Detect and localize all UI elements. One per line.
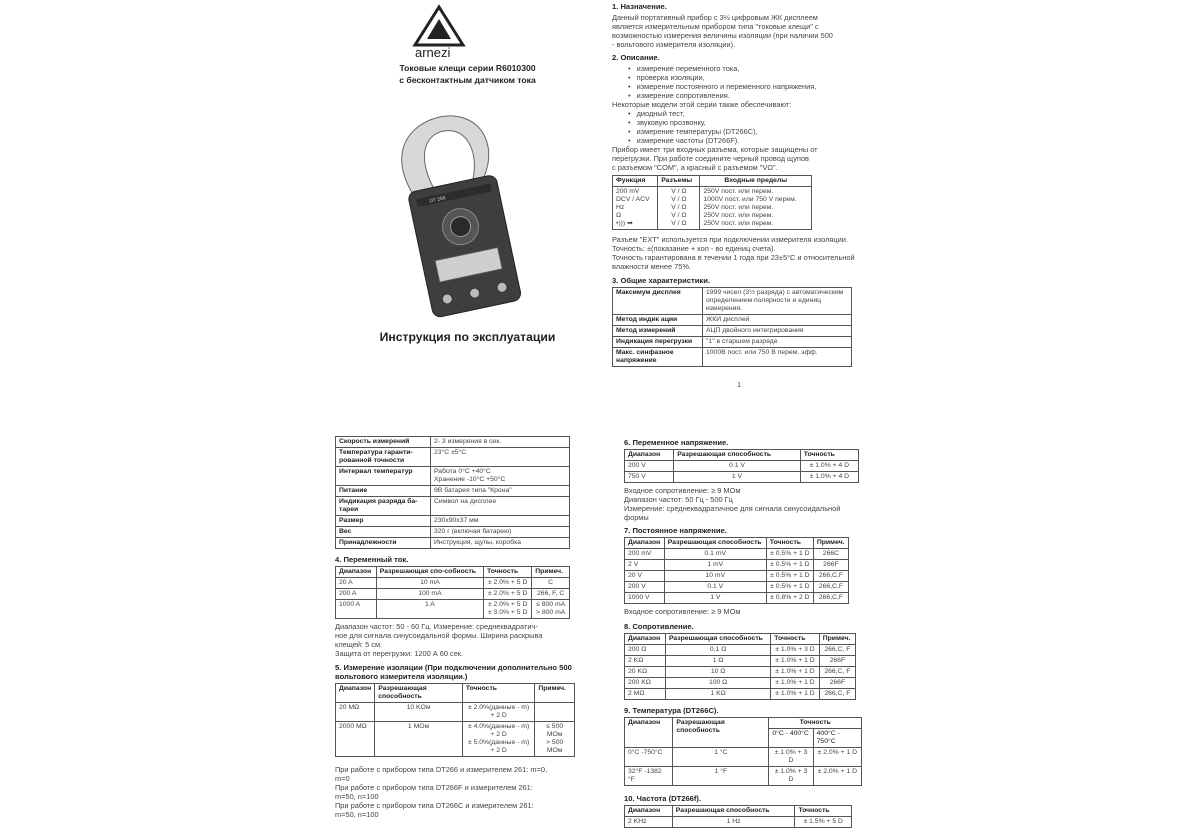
table-row: 1000 V 1 V ± 0.8% + 2 D 266,C,F bbox=[625, 593, 849, 604]
cover-title-line2: с бесконтактным датчиком тока bbox=[399, 75, 536, 85]
section-10-heading: 10. Частота (DT266f). bbox=[624, 794, 702, 803]
section-5-heading: 5. Измерение изоляции (При подключении дополнительно 500 вольтового измерителя изоляции.) bbox=[335, 663, 572, 681]
table-row: 32°F -1382 °F 1 °F ± 1.0% + 3 D ± 2.0% + 1 D bbox=[625, 767, 862, 786]
function-table bbox=[612, 175, 812, 230]
table-row: Индикация перегрузки "1" в старшем разряде bbox=[613, 337, 852, 348]
spec-table bbox=[335, 436, 570, 549]
section-9-heading: 9. Температура (DT266C). bbox=[624, 706, 719, 715]
list-item: • измерение постоянного и переменного напряжения, bbox=[628, 82, 872, 91]
frequency-table: Диапазон Разрешающая способность Точность 2 KHz 1 Hz ± 1.5% + 5 D bbox=[624, 805, 852, 828]
page-2 bbox=[335, 436, 597, 819]
s1-line: Данный портативный прибор с 3½ цифровым ЖК дисплеем bbox=[612, 13, 818, 22]
ac-voltage-note: Входное сопротивление: ≥ 9 MOм Диапазон частот: 50 Гц - 500 Гц Измерение: среднеквадратичное для сигнала синусоидальной формы bbox=[624, 486, 841, 522]
list-item: • измерение температуры (DT266C), bbox=[628, 127, 872, 136]
page-number: 1 bbox=[737, 380, 742, 389]
inputs-text bbox=[612, 145, 872, 172]
s1-line: - вольтового измерителя изоляции). bbox=[612, 40, 736, 49]
table-row: Вес 320 г (включая батарею) bbox=[336, 527, 570, 538]
cover-title bbox=[335, 62, 600, 86]
table-row: 2 KHz 1 Hz ± 1.5% + 5 D bbox=[625, 817, 852, 828]
general-table bbox=[612, 287, 852, 367]
table-row: Питание 9В батарея типа "Крона" bbox=[336, 486, 570, 497]
table-row: 20 V 10 mV ± 0.5% + 1 D 266,C,F bbox=[625, 571, 849, 582]
table-row: 1000 A 1 A ± 2.0% + 5 D ± 3.0% + 5 D ≤ 800 mA > 800 mA bbox=[336, 600, 570, 619]
table-row: 20 KΩ 10 Ω ± 1.0% + 1 D 266,C, F bbox=[625, 667, 856, 678]
list-item: • проверка изоляции, bbox=[628, 73, 872, 82]
s1-line: является измерительным прибором типа "токовые клещи" с bbox=[612, 22, 819, 31]
limits-cell: 250V пост. или перем. 1000V пост. или 750 V перем. 250V пост. или перем. 250V пост. или перем. 250V пост. или перем. bbox=[700, 187, 812, 230]
text-line: влажности менее 75%. bbox=[612, 262, 691, 271]
list-item: • звуковую прозвонку, bbox=[628, 118, 872, 127]
table-row: Интервал температур Работа 0°C +40°C Хранение -10°C +50°C bbox=[336, 467, 570, 486]
list-item: • измерение частоты (DT266F). bbox=[628, 136, 872, 145]
section-1-text bbox=[612, 13, 872, 49]
table-row: 200 A 100 mA ± 2.0% + 5 D 266, F, C bbox=[336, 589, 570, 600]
section-7-heading: 7. Постоянное напряжение. bbox=[624, 526, 727, 535]
resistance-table: Диапазон Разрешающая способность Точность Примеч. 200 Ω 0.1 Ω ± 1.0% + 3 D 266,C, F 2 KΩ 1 Ω ± 1.0% + 1 D 266F 20 KΩ 10 Ω ± 1.0% + 1 D 266,C, F 200 KΩ 100 Ω ± 1.0% + 1 D 266F 2 MΩ 1 KΩ ± 1.0% + 1 D 266,C, F bbox=[624, 633, 856, 700]
table-row: 200 Ω 0.1 Ω ± 1.0% + 3 D 266,C, F bbox=[625, 645, 856, 656]
section-8-heading: 8. Сопротивление. bbox=[624, 622, 694, 631]
table-row: 20 MΩ 10 KOм ± 2.0%(данные - m) + 2 D bbox=[336, 703, 575, 722]
insulation-note: При работе с прибором типа DT266 и измерителем 261: m=0, m=0 При работе с прибором типа DT266F и измерителем 261: m=50, n=100 При работе с прибором типа DT266C и измерителем 261: m=50, n=100 bbox=[335, 765, 548, 819]
cover-title-line1: Токовые клещи серии R6010300 bbox=[399, 63, 536, 73]
table-row: 2000 MΩ 1 MOм ± 4.0%(данные - m) + 2 D ± 5.0%(данные - m) + 2 D ≤ 500 MOм > 500 MOм bbox=[336, 722, 575, 757]
table-row: Размер 230х90х37 мм bbox=[336, 516, 570, 527]
table-row: 200 KΩ 100 Ω ± 1.0% + 1 D 266F bbox=[625, 678, 856, 689]
section-2-heading: 2. Описание. bbox=[612, 53, 660, 62]
table-row: 2 KΩ 1 Ω ± 1.0% + 1 D 266F bbox=[625, 656, 856, 667]
table-row: 20 A 10 mA ± 2.0% + 5 D C bbox=[336, 578, 570, 589]
device-model-label: DT 266 bbox=[429, 195, 447, 205]
table-row: 0°C -750°C 1 °C ± 1.0% + 3 D ± 2.0% + 1 D bbox=[625, 748, 862, 767]
brand-name: arnezi bbox=[415, 45, 451, 60]
dc-voltage-note: Входное сопротивление: ≥ 9 MOм bbox=[624, 607, 741, 616]
section-1-heading: 1. Назначение. bbox=[612, 2, 667, 11]
table-row: 2 MΩ 1 KΩ ± 1.0% + 1 D 266,C, F bbox=[625, 689, 856, 700]
table-row: Принадлежности Инструкция, щупы, коробка bbox=[336, 538, 570, 549]
function-cell: 200 mV DCV / ACV Hz Ω •))) ➡ bbox=[613, 187, 658, 230]
insulation-table: Диапазон Разрешающая способность Точность Примеч. 20 MΩ 10 KOм ± 2.0%(данные - m) + 2 D 2000 MΩ 1 MOм ± 4.0%(данные - m) + 2 D ± 5.0%(данные - m) + 2 D ≤ 500 MOм > 500 MOм bbox=[335, 683, 575, 757]
features-list bbox=[612, 64, 872, 100]
some-models-text: Некоторые модели этой серии также обеспечивают: bbox=[612, 100, 792, 109]
s1-line: возможностью измерения величины изоляции (при наличии 500 bbox=[612, 31, 833, 40]
table-row: 750 V 1 V ± 1.0% + 4 D bbox=[625, 472, 859, 483]
manual-title: Инструкция по эксплуатации bbox=[379, 330, 556, 344]
socket-cell: V / Ω V / Ω V / Ω V / Ω V / Ω bbox=[658, 187, 700, 230]
arnezi-logo-icon bbox=[413, 5, 465, 47]
col-header: Разъемы bbox=[658, 176, 700, 187]
table-row: Максимум дисплея 1999 чисел (3½ разряда) с автоматическим определением полярности и единиц измерения. bbox=[613, 288, 852, 315]
table-row: Макс. синфазное напряжение 1000В пост. или 750 В перем. эфф. bbox=[613, 348, 852, 367]
ext-text bbox=[612, 235, 872, 271]
page-1 bbox=[612, 0, 872, 395]
list-item: • диодный тест, bbox=[628, 109, 872, 118]
text-line: Точность: ±(показание + кол - во единиц счета). bbox=[612, 244, 776, 253]
text-line: с разъемом "COM", а красный с разъемом "VΩ". bbox=[612, 163, 778, 172]
page-3 bbox=[624, 436, 874, 825]
clamp-meter-illustration bbox=[357, 105, 557, 315]
table-row: Метод индик ации ЖКИ дисплей bbox=[613, 315, 852, 326]
list-item: • измерение переменного тока, bbox=[628, 64, 872, 73]
table-row: Метод измерений АЦП двойного интегрирования bbox=[613, 326, 852, 337]
table-row: Индикация разряда ба-тареи Символ на дисплее bbox=[336, 497, 570, 516]
section-6-heading: 6. Переменное напряжение. bbox=[624, 438, 729, 447]
dc-voltage-table: Диапазон Разрешающая способность Точность Примеч. 200 mV 0.1 mV ± 0.5% + 1 D 266C 2 V 1 mV ± 0.5% + 1 D 266F 20 V 10 mV ± 0.5% + 1 D 266,C,F 200 V 0.1 V ± 0.5% + 1 D 266,C,F 1000 V 1 V ± 0.8% + 2 D 266,C,F bbox=[624, 537, 849, 604]
ac-current-table: Диапазон Разрешающая спо-собность Точность Примеч. 20 A 10 mA ± 2.0% + 5 D C 200 A 100 mA ± 2.0% + 5 D 266, F, C 1000 A 1 A ± 2.0% + 5 D ± 3.0% + 5 D ≤ 800 mA > 800 mA bbox=[335, 566, 570, 619]
temperature-table: Диапазон Разрешающая способность Точность 0°C - 400°C 400°C - 750°C 0°C -750°C 1 °C ± 1.0% + 3 D ± 2.0% + 1 D 32°F -1382 °F 1 °F ± 1.0% + 3 D ± 2.0% + 1 D bbox=[624, 717, 862, 786]
ac-voltage-table: Диапазон Разрешающая способность Точность 200 V 0.1 V ± 1.0% + 4 D 750 V 1 V ± 1.0% + 4 D bbox=[624, 449, 859, 483]
table-row: 200 mV 0.1 mV ± 0.5% + 1 D 266C bbox=[625, 549, 849, 560]
table-row: Температура гаранти-рованной точности 23°C ±5°C bbox=[336, 448, 570, 467]
col-header: Функция bbox=[613, 176, 658, 187]
text-line: перегрузки. При работе соедините черный провод щупов bbox=[612, 154, 809, 163]
table-row: 200 V 0.1 V ± 1.0% + 4 D bbox=[625, 461, 859, 472]
section-3-heading: 3. Общие характеристики. bbox=[612, 276, 710, 285]
text-line: Разъем "EXT" используется при подключении измерителя изоляции. bbox=[612, 235, 848, 244]
col-header: Входные пределы bbox=[700, 176, 812, 187]
list-item: • измерение сопротивления. bbox=[628, 91, 872, 100]
ac-note: Диапазон частот: 50 - 60 Гц. Измерение: среднеквадратич- ное для сигнала синусоидальной формы. Ширина раскрыва клещей: 5 см. Защита от перегрузки: 1200 А 60 сек. bbox=[335, 622, 543, 658]
page-cover bbox=[335, 0, 600, 395]
extra-features-list bbox=[612, 109, 872, 145]
section-4-heading: 4. Переменный ток. bbox=[335, 555, 409, 564]
table-row: Скорость измерений 2- 3 измерения в сек. bbox=[336, 437, 570, 448]
table-row: 200 V 0.1 V ± 0.5% + 1 D 266,C,F bbox=[625, 582, 849, 593]
text-line: Прибор имеет три входных разъема, которые защищены от bbox=[612, 145, 818, 154]
table-row: 2 V 1 mV ± 0.5% + 1 D 266F bbox=[625, 560, 849, 571]
text-line: Точность гарантирована в течении 1 года при 23±5°C и относительной bbox=[612, 253, 855, 262]
